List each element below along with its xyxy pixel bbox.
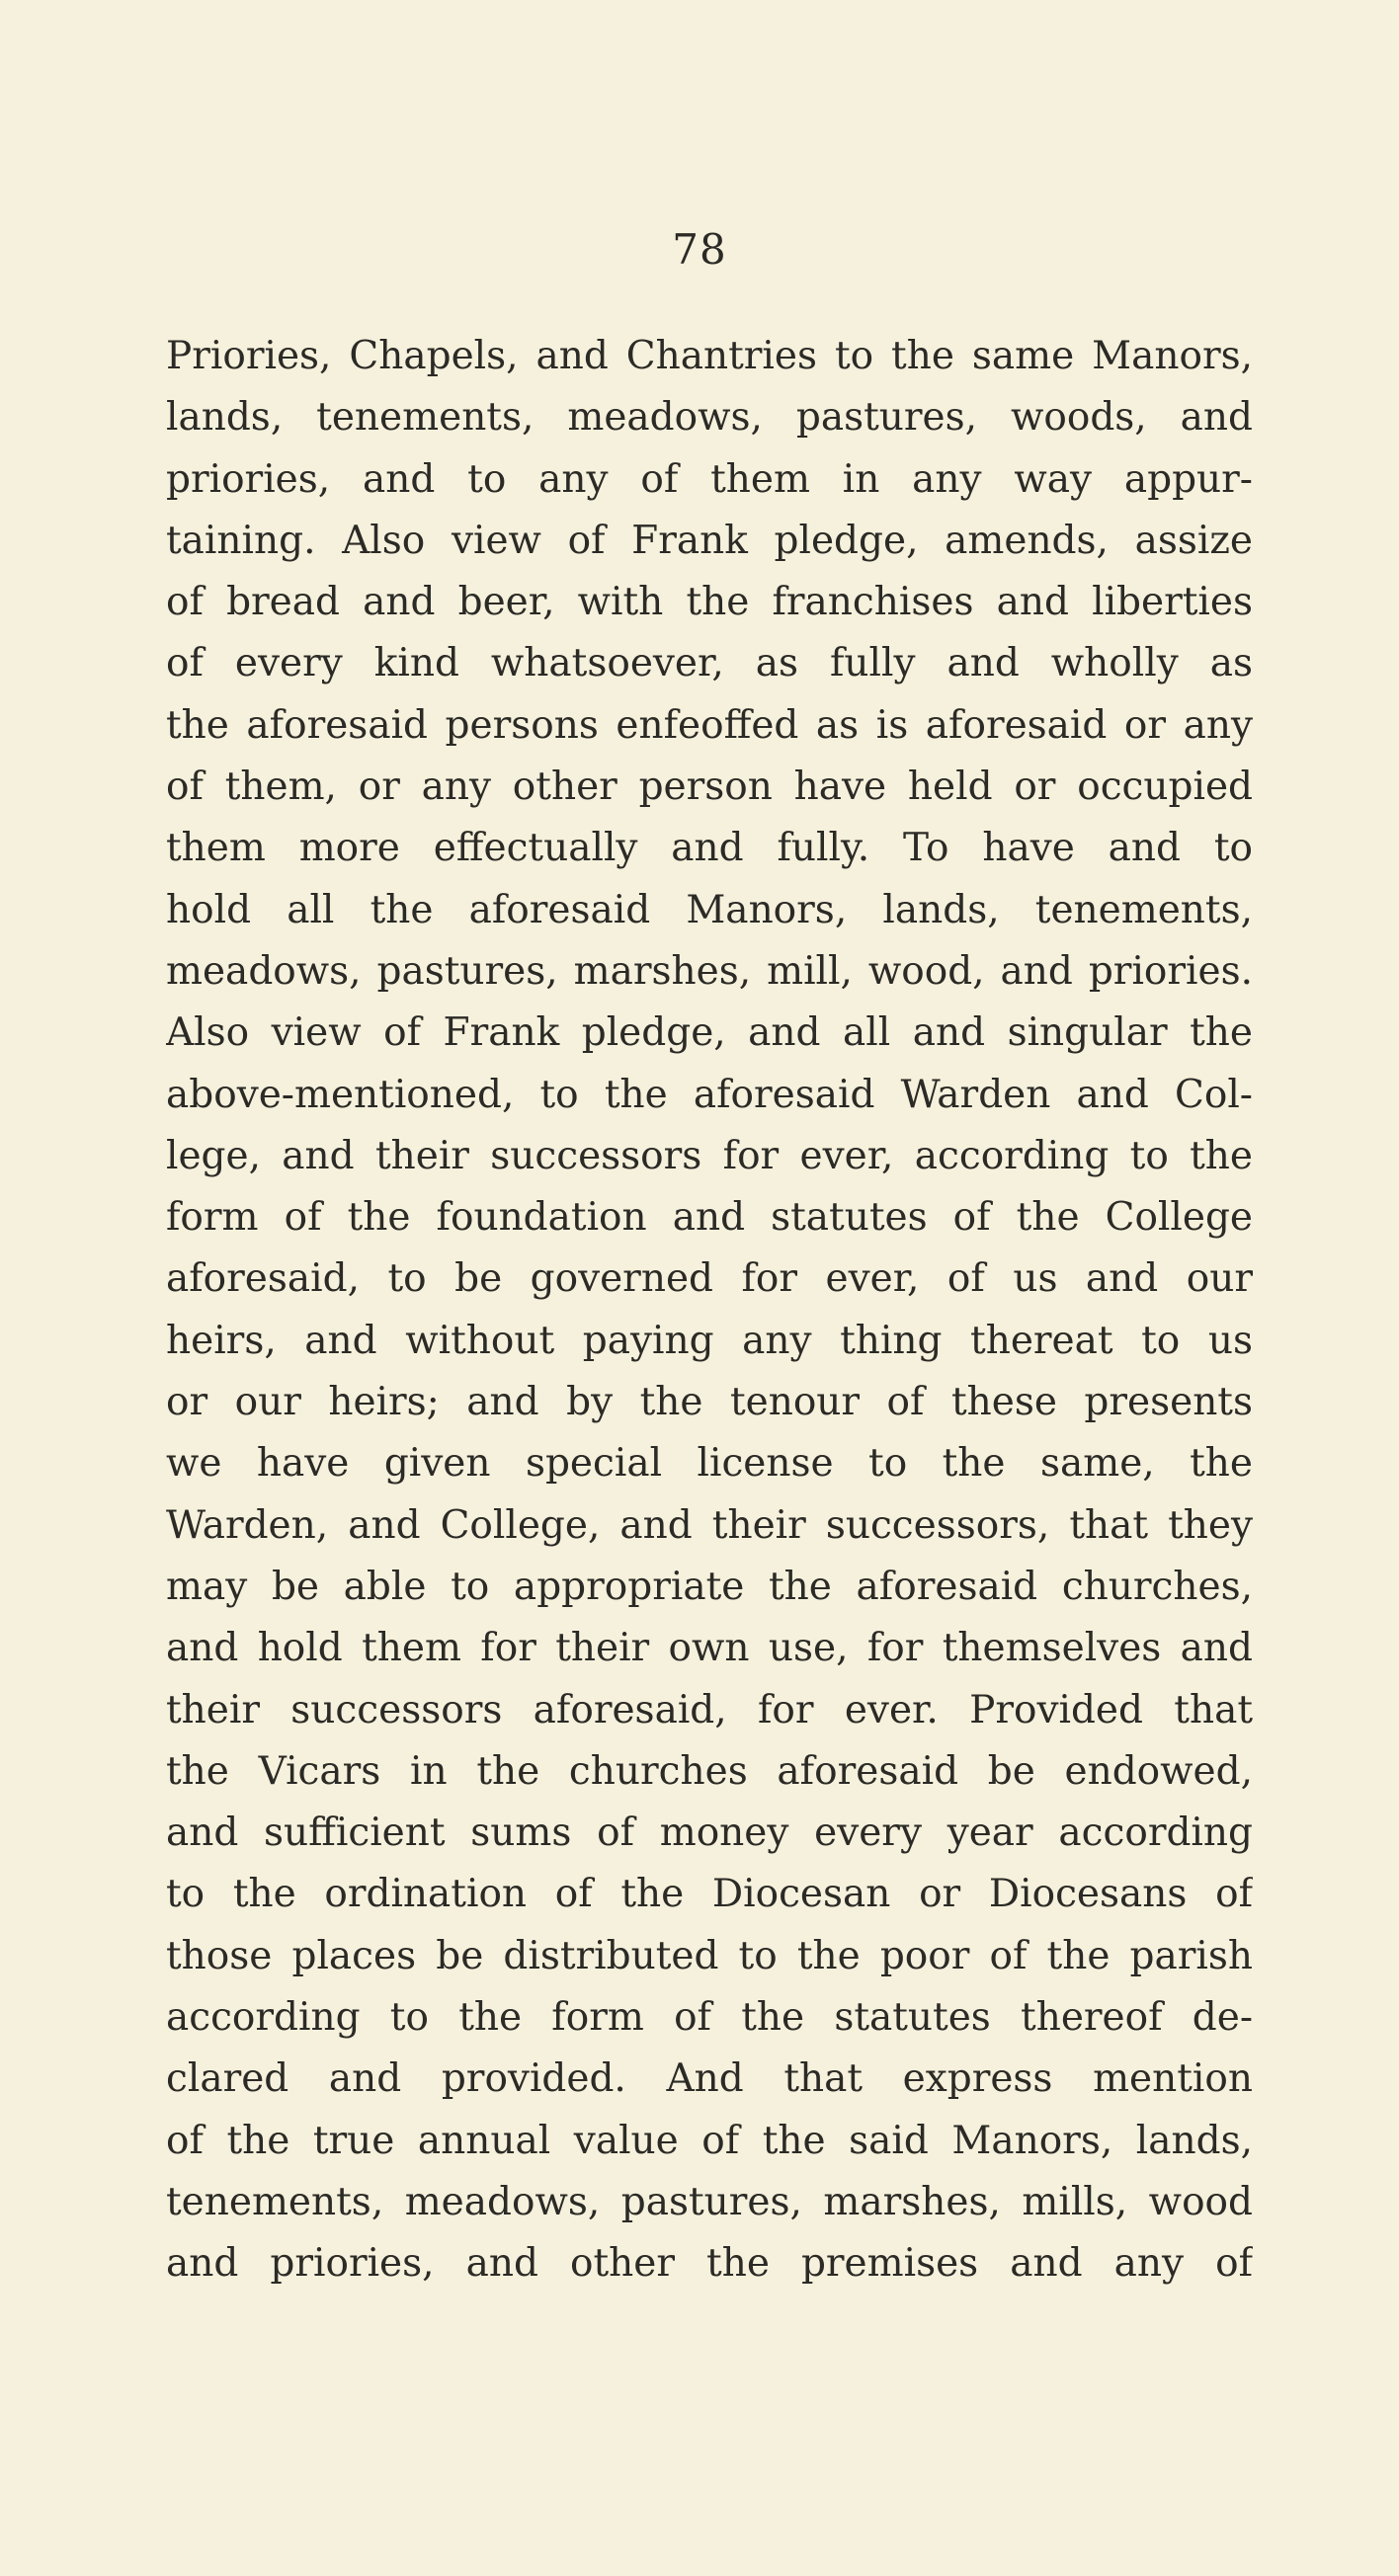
text-line: lege, and their successors for ever, according to the — [166, 1133, 1253, 1178]
text-line: Priories, Chapels, and Chantries to the same Manors, — [166, 334, 1253, 378]
text-line: of them, or any other person have held or occupied — [166, 765, 1253, 810]
text-line: those places be distributed to the poor of the parish — [166, 1933, 1253, 1978]
text-line: of bread and beer, with the franchises and liberties — [166, 580, 1253, 625]
text-line: Also view of Frank pledge, and all and singular the — [166, 1010, 1253, 1056]
text-line: heirs, and without paying any thing thereat to us — [166, 1318, 1253, 1363]
body-text — [166, 326, 1253, 2295]
text-line: clared and provided. And that express mention — [166, 2056, 1253, 2102]
text-line: the aforesaid persons enfeoffed as is aforesaid or any — [166, 702, 1253, 748]
text-line: Warden, and College, and their successors, that they — [166, 1502, 1253, 1548]
text-line: hold all the aforesaid Manors, lands, tenements, — [166, 887, 1253, 932]
text-line: according to the form of the statutes thereof de- — [166, 1995, 1253, 2041]
text-line: them more effectually and fully. To have and to — [166, 826, 1253, 871]
text-line: the Vicars in the churches aforesaid be endowed, — [166, 1748, 1253, 1794]
page-number: 78 — [672, 225, 727, 274]
text-line: to the ordination of the Diocesan or Diocesans of — [166, 1872, 1253, 1917]
text-line: and hold them for their own use, for themselves and — [166, 1626, 1253, 1671]
text-line: and priories, and other the premises and any of — [166, 2241, 1253, 2287]
text-line: tenements, meadows, pastures, marshes, mills, wood — [166, 2179, 1253, 2224]
text-line: meadows, pastures, marshes, mill, wood, and priories. — [166, 948, 1253, 994]
text-line: lands, tenements, meadows, pastures, woods, and — [166, 395, 1253, 441]
text-line: or our heirs; and by the tenour of these presents — [166, 1380, 1253, 1425]
text-line: priories, and to any of them in any way appur- — [166, 456, 1253, 502]
text-line: may be able to appropriate the aforesaid churches, — [166, 1564, 1253, 1609]
text-line: of the true annual value of the said Manors, lands, — [166, 2118, 1253, 2163]
text-line: we have given special license to the same, the — [166, 1441, 1253, 1487]
text-line: form of the foundation and statutes of the College — [166, 1195, 1253, 1241]
text-line: and sufficient sums of money every year according — [166, 1811, 1253, 1856]
text-line: of every kind whatsoever, as fully and wholly as — [166, 641, 1253, 686]
text-line: aforesaid, to be governed for ever, of us and our — [166, 1256, 1253, 1302]
text-line: above-mentioned, to the aforesaid Warden and Col- — [166, 1072, 1253, 1117]
text-line: taining. Also view of Frank pledge, amends, assize — [166, 518, 1253, 563]
text-line: their successors aforesaid, for ever. Provided that — [166, 1687, 1253, 1732]
